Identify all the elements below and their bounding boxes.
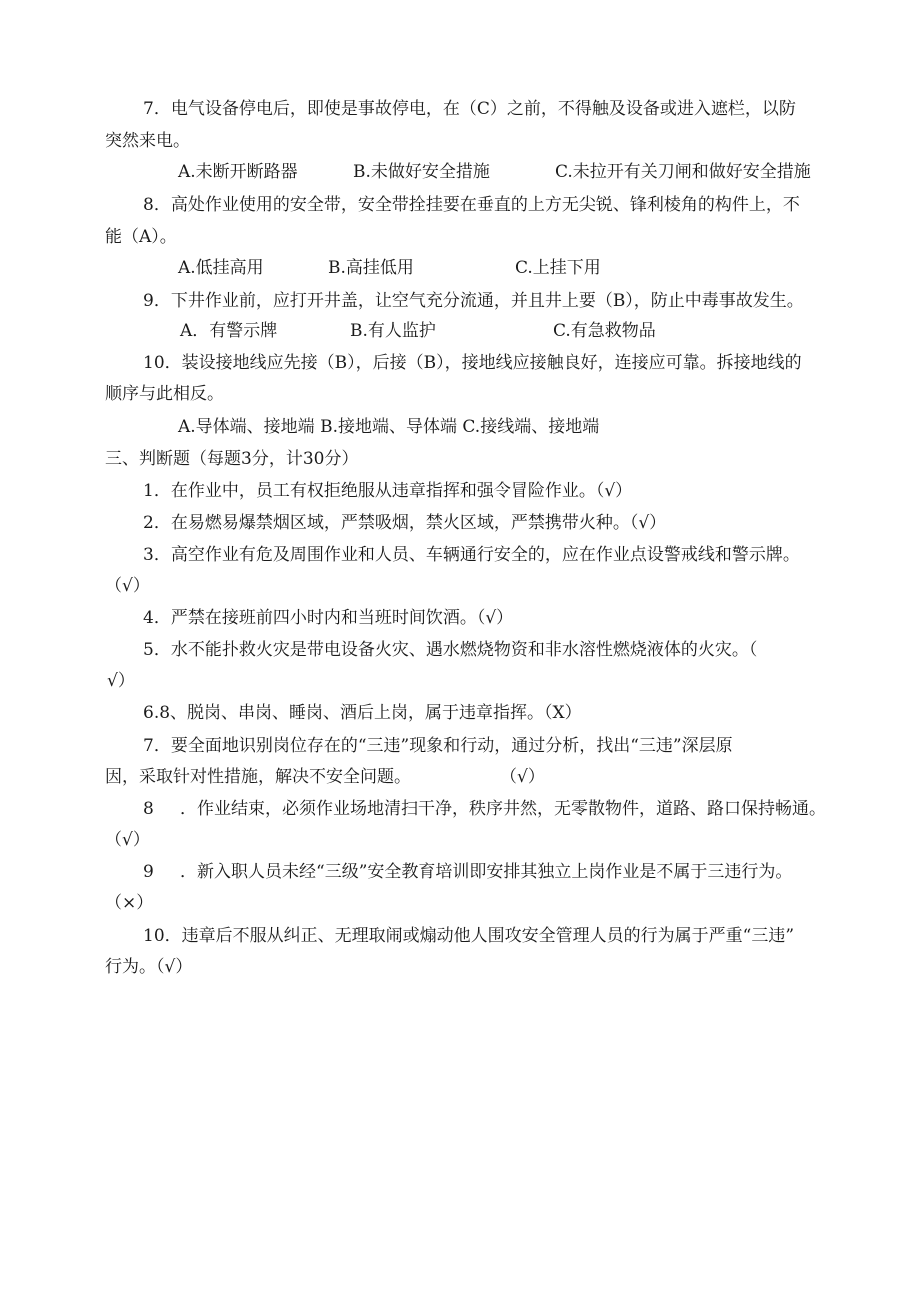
tf-q6: 6.8、脱岗、串岗、睡岗、酒后上岗，属于违章指挥。（X） — [143, 703, 582, 723]
tf-q8-mark: （√） — [105, 830, 150, 850]
tf-q9-number: 9 — [143, 862, 154, 882]
mc-q8-option-c: C.上挂下用 — [515, 258, 601, 278]
tf-q7-cont: 因，采取针对性措施，解决不安全问题。 — [105, 767, 411, 787]
mc-q9-option-a: A．有警示牌 — [180, 321, 278, 341]
tf-q8-number: 8 — [143, 799, 154, 819]
tf-q7: 7．要全面地识别岗位存在的“三违”现象和行动，通过分析，找出“三违”深层原 — [143, 736, 733, 756]
tf-q7-mark: （√） — [500, 767, 545, 787]
tf-q4: 4．严禁在接班前四小时内和当班时间饮酒。（√） — [143, 608, 514, 628]
mc-q8-text: 8．高处作业使用的安全带，安全带拴挂要在垂直的上方无尖锐、锋利棱角的构件上，不 — [143, 195, 800, 215]
mc-q10-options: A.导体端、接地端 B.接地端、导体端 C.接线端、接地端 — [178, 417, 600, 437]
tf-q10-cont: 行为。（√） — [105, 957, 193, 977]
tf-q2: 2．在易燃易爆禁烟区域，严禁吸烟，禁火区域，严禁携带火种。（√） — [143, 513, 667, 533]
mc-q8-option-b: B.高挂低用 — [328, 258, 414, 278]
tf-q1: 1．在作业中，员工有权拒绝服从违章指挥和强令冒险作业。（√） — [143, 481, 633, 501]
mc-q8-text-cont: 能（A）。 — [105, 227, 177, 247]
mc-q7-text-cont: 突然来电。 — [105, 131, 190, 151]
mc-q7-option-c: C.未拉开有关刀闸和做好安全措施 — [555, 162, 811, 182]
mc-q9-option-c: C.有急救物品 — [553, 321, 656, 341]
mc-q10-text-cont: 顺序与此相反。 — [105, 384, 224, 404]
tf-q3: 3．高空作业有危及周围作业和人员、车辆通行安全的，应在作业点设警戒线和警示牌。 — [143, 545, 800, 565]
mc-q8-option-a: A.低挂高用 — [178, 258, 264, 278]
mc-q7-text: 7．电气设备停电后，即使是事故停电，在（C）之前，不得触及设备或进入遮栏，以防 — [143, 99, 796, 119]
mc-q9-option-b: B.有人监护 — [350, 321, 436, 341]
mc-q7-option-b: B.未做好安全措施 — [353, 162, 490, 182]
tf-q8: ．作业结束，必须作业场地清扫干净，秩序井然，无零散物件，道路、路口保持畅通。 — [180, 799, 826, 819]
tf-q9: ．新入职人员未经“三级”安全教育培训即安排其独立上岗作业是不属于三违行为。 — [180, 862, 793, 882]
tf-q5: 5．水不能扑救火灾是带电设备火灾、遇水燃烧物资和非水溶性燃烧液体的火灾。（ — [143, 640, 758, 660]
tf-q5-mark: √） — [107, 671, 135, 691]
mc-q10-text: 10．装设接地线应先接（B），后接（B），接地线应接触良好，连接应可靠。拆接地线的 — [143, 353, 802, 373]
mc-q9-text: 9．下井作业前，应打开井盖，让空气充分流通，并且井上要（B），防止中毒事故发生。 — [143, 291, 804, 311]
tf-q10: 10．违章后不服从纠正、无理取闹或煽动他人围攻安全管理人员的行为属于严重“三违” — [143, 926, 795, 946]
mc-q7-option-a: A.未断开断路器 — [178, 162, 298, 182]
section-heading: 三、判断题（每题3分，计30分） — [105, 449, 359, 469]
tf-q9-mark: （×） — [105, 893, 154, 913]
tf-q3-mark: （√） — [105, 576, 150, 596]
